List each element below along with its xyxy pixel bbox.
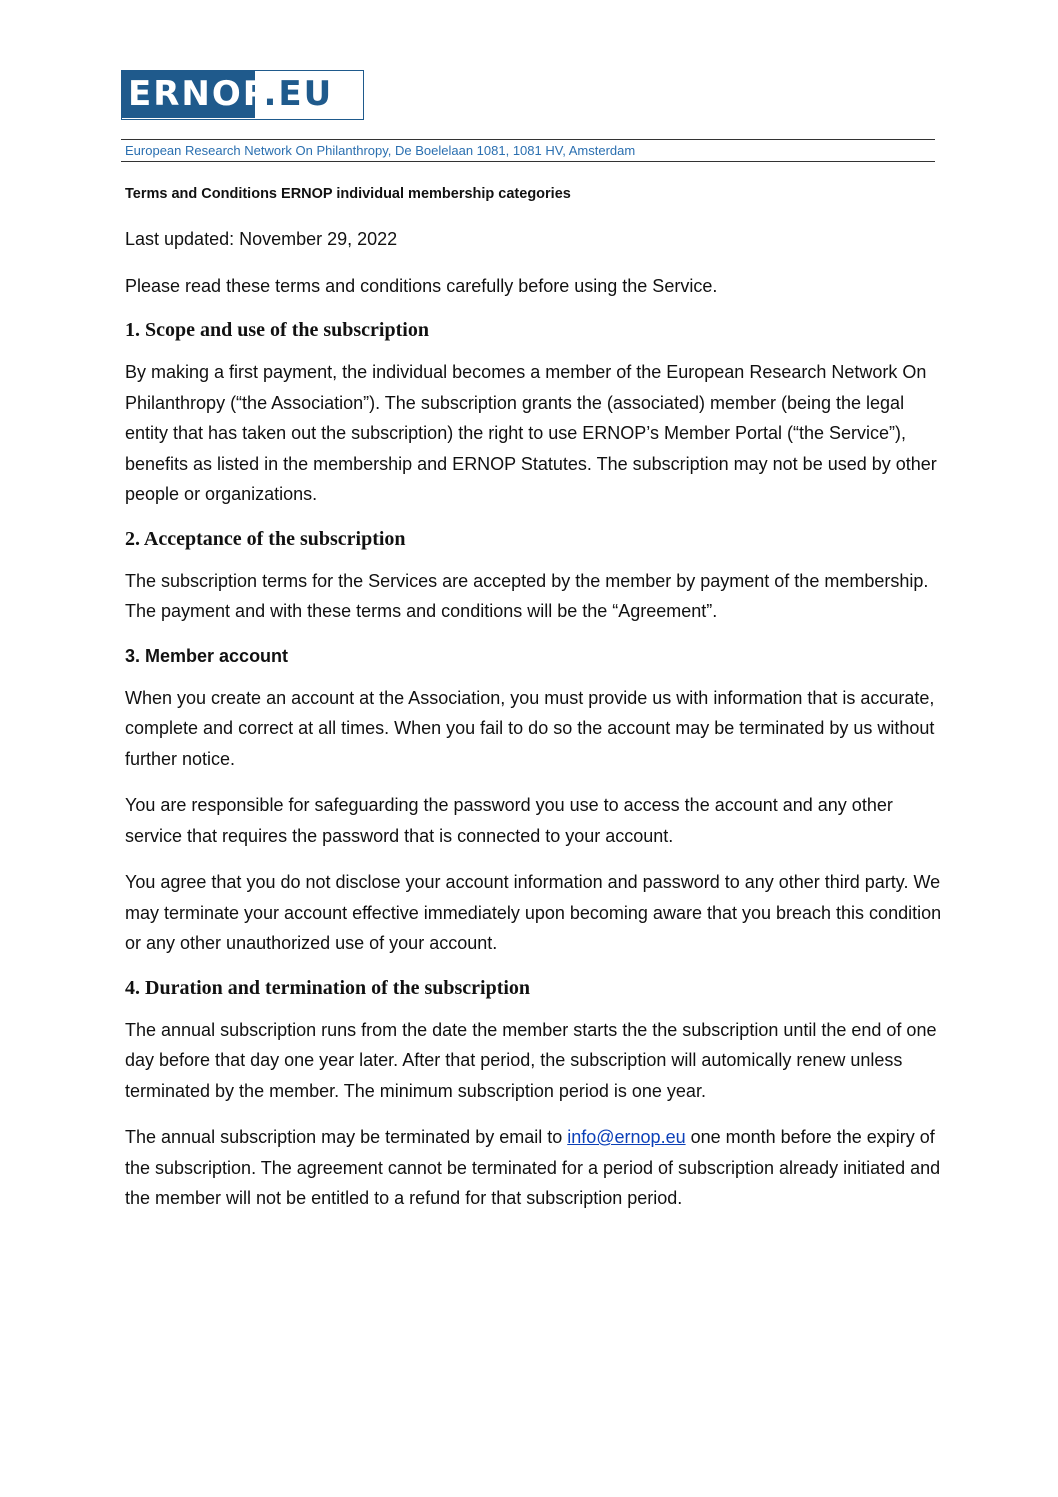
section-paragraph-scope: By making a first payment, the individual becomes a member of the European Research Network On Philanthropy (“the Association”). The subscription grants the (associated) member (being the legal entity that has taken out the subscription) the right to use ERNOP’s Member Portal (“the Service”), benefits as listed in the membership and ERNOP Statutes. The subscription may not be used by other people or organizations. <box>125 362 937 504</box>
section-paragraph-account-3: You agree that you do not disclose your account information and password to any other third party. We may terminate your account effective immediately upon becoming aware that you breach this condition or any other unauthorized use of your account. <box>125 872 942 953</box>
header-rule-bottom <box>121 161 935 162</box>
logo-text-part1: ERNOP <box>128 74 264 114</box>
document-body <box>125 184 945 1230</box>
header-address: European Research Network On Philanthropy, De Boelelaan 1081, 1081 HV, Amsterdam <box>125 143 636 158</box>
ernop-logo <box>121 70 364 120</box>
last-updated: Last updated: November 29, 2022 <box>125 229 398 249</box>
section-paragraph-acceptance: The subscription terms for the Services are accepted by the member by payment of the membership. The payment and with these terms and conditions will be the “Agreement”. <box>125 570 929 621</box>
section-heading-duration: 4. Duration and termination of the subscription <box>125 976 531 999</box>
termination-text-after: one month before the expiry of the subscription. The agreement cannot be terminated for a period of subscription already initiated and the member will not be entitled to a refund for that subscription period. <box>125 1127 941 1208</box>
logo-text <box>122 71 363 118</box>
email-link[interactable]: info@ernop.eu <box>567 1127 686 1147</box>
logo-text-part2: .EU <box>263 74 334 114</box>
section-paragraph-account-1: When you create an account at the Association, you must provide us with information that is accurate, complete and correct at all times. When you fail to do so the account may be terminated by us without further notice. <box>125 687 935 769</box>
intro-paragraph: Please read these terms and conditions carefully before using the Service. <box>125 275 718 296</box>
section-heading-acceptance: 2. Acceptance of the subscription <box>125 527 406 550</box>
section-paragraph-duration: The annual subscription runs from the date the member starts the the subscription until the end of one day before that day one year later. After that period, the subscription will automically renew unless terminated by the member. The minimum subscription period is one year. <box>125 1019 937 1101</box>
section-heading-member-account: 3. Member account <box>125 645 289 666</box>
termination-text-before: The annual subscription may be terminated by email to <box>125 1127 568 1147</box>
section-heading-scope: 1. Scope and use of the subscription <box>125 319 429 341</box>
header-rule-top <box>121 139 935 140</box>
section-paragraph-termination <box>125 1122 945 1214</box>
section-paragraph-account-2: You are responsible for safeguarding the password you use to access the account and any other service that requires the password that is connected to your account. <box>125 795 893 846</box>
document-title: Terms and Conditions ERNOP individual membership categories <box>125 186 571 202</box>
